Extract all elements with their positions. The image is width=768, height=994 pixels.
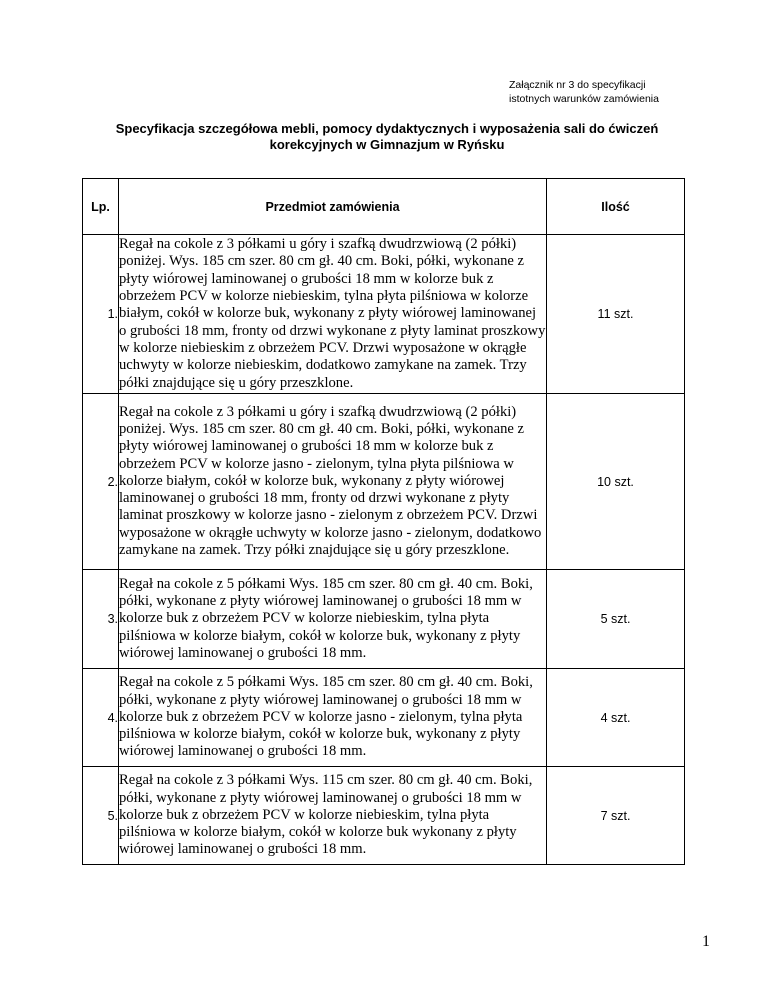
row-qty: 10 szt. xyxy=(547,394,685,570)
row-lp: 1. xyxy=(83,235,119,394)
table-row xyxy=(83,235,685,394)
row-qty: 11 szt. xyxy=(547,235,685,394)
row-description: Regał na cokole z 5 półkami Wys. 185 cm szer. 80 cm gł. 40 cm. Boki, półki, wykonane z płyty wiórowej laminowanej o grubości 18 mm w kolorze buk z obrzeżem PCV w kolorze niebieskim, tylna płyta pilśniowa w kolorze białym, cokół w kolorze buk, wykonany z płyty wiórowej laminowanej o grubości 18 mm. xyxy=(119,570,547,669)
table-row xyxy=(83,767,685,865)
row-lp: 5. xyxy=(83,767,119,865)
title-line-2: korekcyjnych w Gimnazjum w Ryńsku xyxy=(269,137,505,152)
row-lp: 2. xyxy=(83,394,119,570)
header-item: Przedmiot zamówienia xyxy=(119,179,547,235)
row-description: Regał na cokole z 3 półkami Wys. 115 cm szer. 80 cm gł. 40 cm. Boki, półki, wykonane z płyty wiórowej laminowanej o grubości 18 mm w kolorze buk z obrzeżem PCV w kolorze niebieskim, tylna płyta pilśniowa w kolorze białym, cokół w kolorze buk wykonany z płyty wiórowej laminowanej o grubości 18 mm. xyxy=(119,767,547,865)
row-lp: 4. xyxy=(83,669,119,767)
row-qty: 7 szt. xyxy=(547,767,685,865)
row-lp: 3. xyxy=(83,570,119,669)
row-description: Regał na cokole z 3 półkami u góry i szafką dwudrzwiową (2 półki) poniżej. Wys. 185 cm szer. 80 cm gł. 40 cm. Boki, półki, wykonane z płyty wiórowej laminowanej o grubości 18 mm w kolorze buk z obrzeżem PCV w kolorze niebieskim, tylna płyta pilśniowa w kolorze białym, cokół w kolorze buk, wykonany z płyty wiórowej laminowanej o grubości 18 mm, fronty od drzwi wykonane z płyty laminat proszkowy w kolorze niebieskim z obrzeżem PCV. Drzwi wyposażone w okrągłe uchwyty w kolorze niebieskim, dodatkowo zamykane na zamek. Trzy półki znajdujące się u góry przeszklone. xyxy=(119,235,547,394)
table-header-row xyxy=(83,179,685,235)
table-row xyxy=(83,669,685,767)
row-description: Regał na cokole z 5 półkami Wys. 185 cm szer. 80 cm gł. 40 cm. Boki, półki, wykonane z płyty wiórowej laminowanej o grubości 18 mm w kolorze buk z obrzeżem PCV w kolorze jasno - zielonym, tylna płyta pilśniowa w kolorze białym, cokół w kolorze buk, wykonany z płyty wiórowej laminowanej o grubości 18 mm. xyxy=(119,669,547,767)
annex-line-2: istotnych warunków zamówienia xyxy=(509,93,659,105)
annex-line-1: Załącznik nr 3 do specyfikacji xyxy=(509,79,646,91)
row-description: Regał na cokole z 3 półkami u góry i szafką dwudrzwiową (2 półki) poniżej. Wys. 185 cm szer. 80 cm gł. 40 cm. Boki, półki, wykonane z płyty wiórowej laminowanej o grubości 18 mm w kolorze buk z obrzeżem PCV w kolorze jasno - zielonym, tylna płyta pilśniowa w kolorze białym, cokół w kolorze buk, wykonany z płyty wiórowej laminowanej o grubości 18 mm, fronty od drzwi wykonane z płyty laminat proszkowy w kolorze jasno - zielonym z obrzeżem PCV. Drzwi wyposażone w okrągłe uchwyty w kolorze jasno - zielonym, dodatkowo zamykane na zamek. Trzy półki znajdujące się u góry przeszklone. xyxy=(119,394,547,570)
table-row xyxy=(83,394,685,570)
title-line-1: Specyfikacja szczegółowa mebli, pomocy dydaktycznych i wyposażenia sali do ćwiczeń xyxy=(115,121,659,136)
header-qty: Ilość xyxy=(547,179,685,235)
document-title xyxy=(96,121,678,153)
specification-table xyxy=(82,178,685,865)
table-row xyxy=(83,570,685,669)
header-lp: Lp. xyxy=(83,179,119,235)
annex-note xyxy=(509,78,659,106)
row-qty: 4 szt. xyxy=(547,669,685,767)
page-number: 1 xyxy=(702,933,710,950)
row-qty: 5 szt. xyxy=(547,570,685,669)
